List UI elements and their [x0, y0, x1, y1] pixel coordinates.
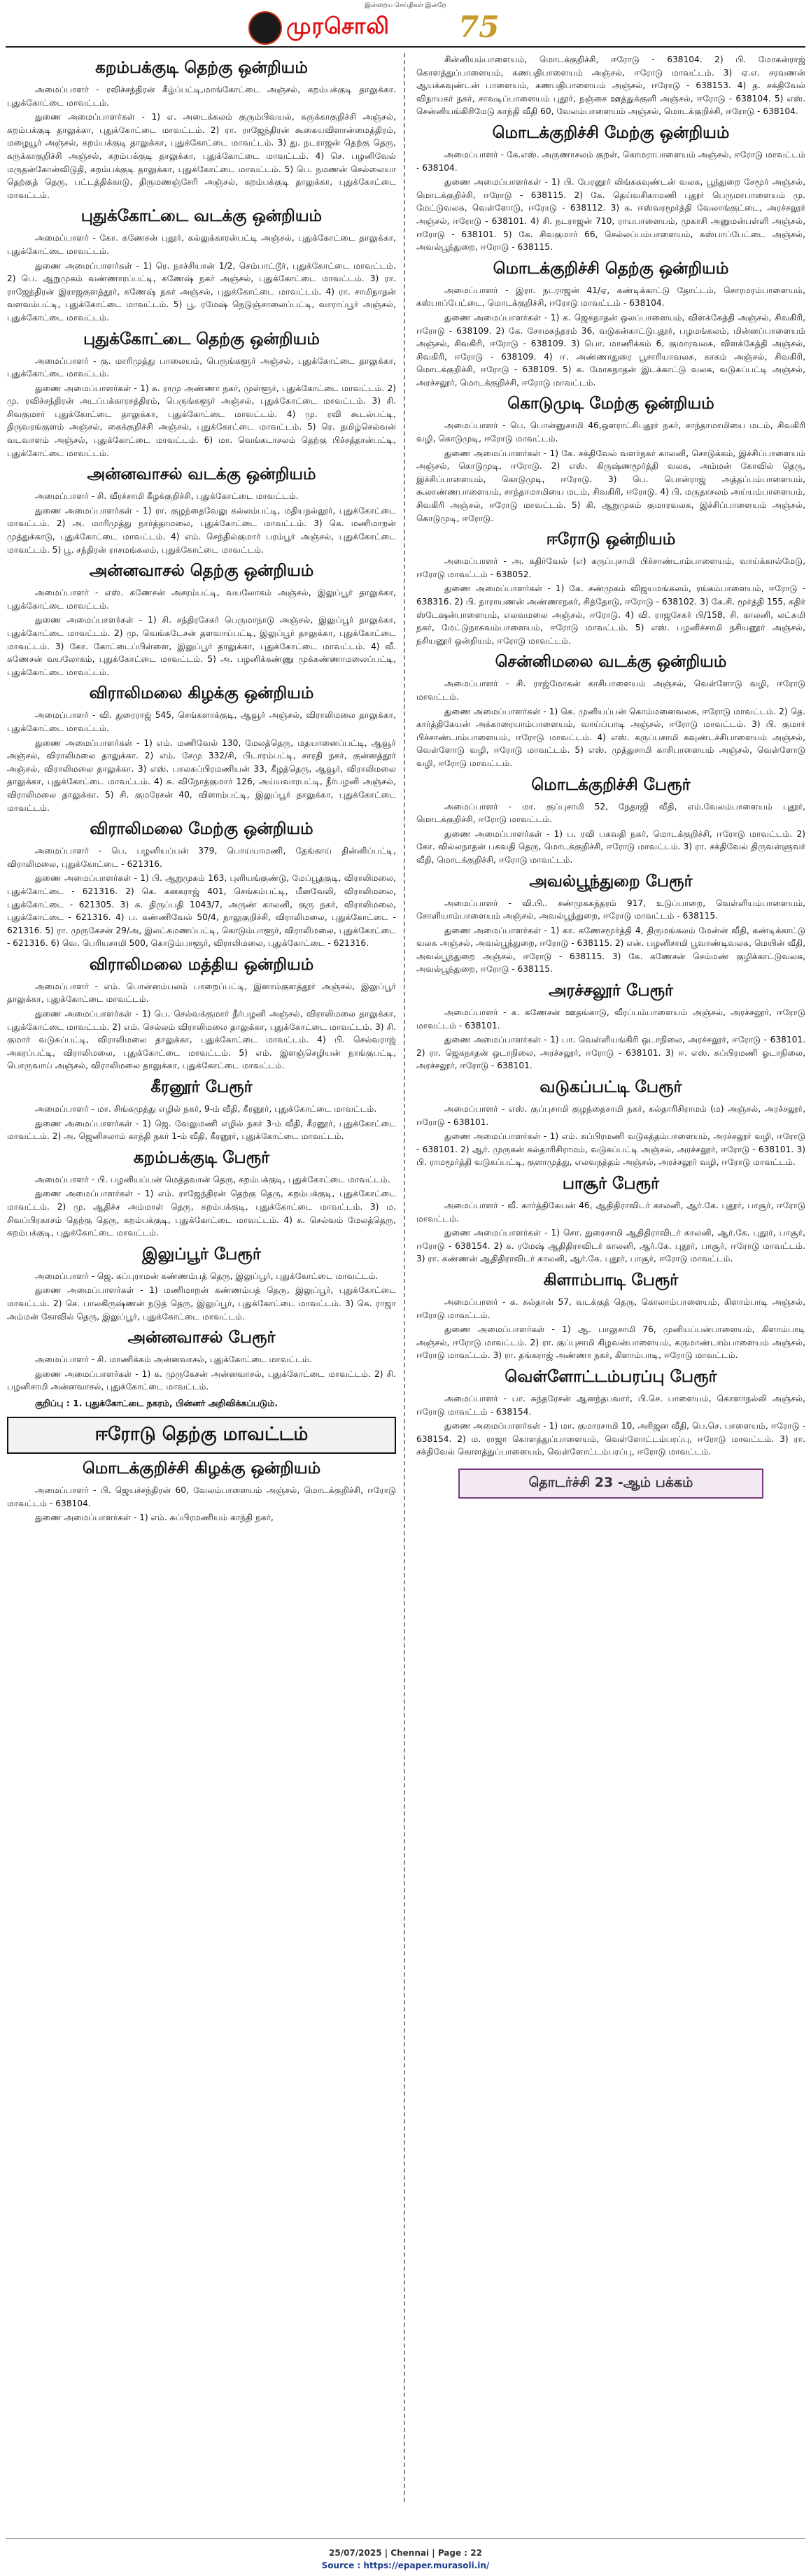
union-section — [416, 53, 805, 118]
section-title: அரச்சலூர் பேரூர் — [548, 982, 674, 1000]
deputy-organizers-entry: துணை அமைப்பாளர்கள் - 1) மணிமாறன் கண்ணம்பத் தெரு, இலுப்பூர், புதுக்கோட்டை மாவட்டம். 2) செ. பாலகிருஷ்ணன் நடுத் தெரு, இலுப்பூர், புதுக்கோட்டை மாவட்டம். 3) கெ. ராஜா அம்மன் கோவில் தெரு, இலுப்பூர், புதுக்கோட்டை மாவட்டம். — [7, 1285, 396, 1322]
deputy-organizers-entry: துணை அமைப்பாளர்கள் - 1) ஆ. பாலுசாமி 76, முனியப்பன்பாளையம், கிளாம்பாடி அஞ்சல், ஈரோடு மாவட்டம். 2) ரா. குப்புசாமி கிழவன்பாளையம், கருமாண்டாம்பாளையம் அஞ்சல், ஈரோடு மாவட்டம். 3) ரா. தங்கராஜ் அண்ணா நகர், கிளாம்பாடி, ஈரோடு மாவட்டம். — [416, 1324, 805, 1361]
deputy-organizers-entry: துணை அமைப்பாளர்கள் - 1) ப. ரவி பகவதி நகர், மொடக்குறிச்சி, ஈரோடு மாவட்டம். 2) கோ. வில்லநாதன் பகவதி தெரு, மொடக்குறிச்சி, ஈரோடு மாவட்டம். 3) ரா. சக்திவேல் திருவள்ளுவர் வீதி, மொடக்குறிச்சி, ஈரோடு மாவட்டம். — [416, 828, 805, 865]
section-title: விராலிமலை மேற்கு ஒன்றியம் — [90, 820, 313, 839]
section-title: மொடக்குறிச்சி பேரூர் — [531, 775, 691, 794]
union-section — [416, 395, 805, 525]
union-section — [7, 1459, 396, 1524]
section-title: ஈரோடு ஒன்றியம் — [546, 530, 676, 549]
union-section — [416, 260, 805, 390]
continued-on-page-box: தொடர்ச்சி 23 -ஆம் பக்கம் — [458, 1469, 763, 1499]
union-section — [7, 562, 396, 679]
union-section — [7, 330, 396, 460]
union-section — [7, 956, 396, 1073]
deputy-organizers-entry: துணை அமைப்பாளர்கள் - 1) ரெ. நாச்சியான் 1/2, செம்பாட்டூர், புதுக்கோட்டை மாவட்டம். 2) பெ. ஆறுமுகம் வண்ணாரப்பட்டி, கணேஷ் நகர் அஞ்சல், புதுக்கோட்டை மாவட்டம். 3) ரா. ராஜேந்திரன் இராஜகுளத்தூர், கணேஷ் நகர் அஞ்சல், புதுக்கோட்டை மாவட்டம். 4) ரா. சாமிநாதன் வளவம்பட்டி, புதுக்கோட்டை மாவட்டம். 5) பூ. ரமேஷ் நெடுஞ்சாலைப்பட்டி, வாராப்பூர் அஞ்சல், புதுக்கோட்டை மாவட்டம். — [7, 260, 396, 323]
union-section — [7, 207, 396, 324]
union-section — [7, 684, 396, 814]
section-title: வடுகப்பட்டி பேரூர் — [540, 1078, 682, 1097]
section-title: மொடக்குறிச்சி தெற்கு ஒன்றியம் — [493, 259, 729, 278]
organizer-entry: அமைப்பாளர் - மா. சிங்கமுத்து எழில் நகர், 9-ம் வீதி, கீரனூர், புதுக்கோட்டை மாவட்டம். — [35, 1104, 377, 1114]
deputy-organizers-entry: துணை அமைப்பாளர்கள் - 1) மா. குமாரசாமி 10, அரிஜன வீதி, பெ.செ. பாளையம், ஈரோடு - 638154. 2) ம. ராஜா கொளத்துப்பாளையம், வெள்ளோட்டம்பரப்பு, ஈரோடு மாவட்டம். 3) ரா. சக்திவேல் கொளத்துப்பாளையம், வெள்ளோட்டம்பரப்பு, ஈரோடு மாவட்டம். — [416, 1421, 805, 1457]
union-section — [7, 59, 396, 201]
organizer-entry: அமைப்பாளர் - ரவிச்சந்திரன் கீழ்ப்பட்டி,மாங்கோட்டை அஞ்சல், கறம்பக்குடி தாலுக்கா. புதுக்கோட்டை மாவட்டம். — [7, 85, 396, 108]
header-rule — [6, 46, 805, 48]
deputy-organizers-entry: துணை அமைப்பாளர்கள் - 1) கெ. முனியப்பன் கொம்மனைவலசு, ஈரோடு மாவட்டம். 2) தெ. கார்த்திகேயன் அக்காரையாம்பாளையம், வாய்ப்பாடி அஞ்சல், ஈரோடு மாவட்டம். 3) பி. குமார் பிச்சாண்டாம்பாளையம், ஈரோடு மாவட்டம். 4) எஸ். கருப்பசாமி கவுண்டச்சிபாளையம் அஞ்சல், வெள்ளோடு வழி, ஈரோடு மாவட்டம். 5) எஸ். முத்துசாமி காசிபாளையம் அஞ்சல், வெள்ளோடு வழி, ஈரோடு மாவட்டம். — [416, 706, 805, 768]
section-title: புதுக்கோட்டை தெற்கு ஒன்றியம் — [83, 330, 320, 348]
section-title: புதுக்கோட்டை வடக்கு ஒன்றியம் — [80, 207, 323, 226]
left-column — [7, 53, 396, 2502]
organizer-entry: சின்னியம்பாளையம், மொடக்குறிச்சி, ஈரோடு - 638104. 2) பி. மோகன்ராஜ் கொளத்துப்பாளையம், கணபதிபாளையம் அஞ்சல், ஈரோடு மாவட்டம். 3) ஏ.எ. சரவணன் ஆயக்கவுண்டன் பாளையம், கணபதிபாளையம் அஞ்சல், ஈரோடு - 638153. 4) த. சக்திவேல் விநாயகர் நகர், சாவடிப்பாளையம் புதூர், நஞ்சை ஊத்துக்குளி அஞ்சல், ஈரோடு - 638104. 5) எஸ். சென்னியங்கிரிமேடு காந்தி வீதி 60, வேலம்பாளையம் அஞ்சல், மொடக்குறிச்சி, ஈரோடு - 638104. — [416, 55, 805, 117]
section-title: கீரனூர் பேரூர் — [150, 1078, 253, 1097]
organizer-entry: அமைப்பாளர் - சி. வீரச்சாமி கீழக்குறிச்சி, புதுக்கோட்டை மாவட்டம். — [35, 491, 299, 502]
section-title: அன்னவாசல் பேரூர் — [127, 1329, 276, 1347]
deputy-organizers-entry: துணை அமைப்பாளர்கள் - 1) கா. கணேசமூர்த்தி 4, திருமங்கலம் மேன்ன் வீதி, கண்டிக்காட்டு வலசு அஞ்சல், அவல்பூந்துறை, ஈரோடு - 638115. 2) என். பழனிசாமி பூவாண்டிவலசு, மெயின் வீதி, அவல்பூந்துறை அஞ்சல், ஈரோடு - 638115. 3) கே. கணேசன் செம்மண் குழிக்காட்டுவலசு, அவல்பூந்துறை, ஈரோடு - 638115. — [416, 925, 805, 975]
section-title: சென்னிமலை வடக்கு ஒன்றியம் — [495, 653, 727, 672]
section-title: அவல்பூந்துறை பேரூர் — [529, 872, 693, 891]
section-title: விராலிமலை கிழக்கு ஒன்றியம் — [89, 684, 314, 703]
organizer-entry: அமைப்பாளர் - எம். பொன்னம்பலம் பாறைப்பட்டி, இனாம்குளத்தூர் அஞ்சல், இலுப்பூர் தாலுக்கா, புதுக்கோட்டை மாவட்டம். — [7, 981, 396, 1005]
union-section — [416, 872, 805, 977]
section-title: இலுப்பூர் பேரூர் — [142, 1245, 261, 1264]
union-section — [7, 1329, 396, 1394]
deputy-organizers-entry: துணை அமைப்பாளர்கள் - 1) பா. வெள்ளியங்கிரி ஒடாநிலை, அரச்சலூர், ஈரோடு - 638101. 2) ரா. ஜெகநாதன் ஒடாநிலை, அரச்சலூர், ஈரோடு - 638101. 3) ஈ. எஸ். சுப்பிரமணி ஓடாநிலை, அரச்சலூர், ஈரோடு - 638101. — [416, 1035, 805, 1071]
organizer-entry: அமைப்பாளர் - எஸ். குப்புசாமி குழந்தைசாமி நகர், கல்தாரிசிராமம் (ம) அஞ்சல், அரச்சலூர், ஈரோடு - 638101. — [416, 1104, 805, 1127]
union-section — [416, 1175, 805, 1266]
organizer-entry: அமைப்பாளர் - கோ. கணேசன் புதூர், கல்லுக்காரன்பட்டி அஞ்சல், புதுக்கோட்டை தாலுக்கா, புதுக்கோட்டை மாவட்டம். — [7, 233, 396, 256]
organizer-entry: அமைப்பாளர் - இரா. நடராஜன் 41/ஏ, கண்டிக்காட்டு தோட்டம், சொரமரம்பாளையம், கஸ்பாப்பேட்டை, மொடக்குறிச்சி, ஈரோடு மாவட்டம் - 638104. — [416, 285, 805, 309]
section-title: மொடக்குறிச்சி கிழக்கு ஒன்றியம் — [82, 1459, 321, 1478]
deputy-organizers-entry: துணை அமைப்பாளர்கள் - 1) எ. அடைக்கலம் குரும்பிவயல், கருக்காகுறிச்சி அஞ்சல், கறம்பக்குடி தாலுக்கா, புதுக்கோட்டை மாவட்டம். 2) ரா. ராஜேந்திரன் கூகையவிளான்மைத்திரம், மழையூர் அஞ்சல், கறம்பக்குடி தாலுக்கா, புதுக்கோட்டை மாவட்டம். 3) து. நடராஜன் தெற்கு தெரு, கருக்காகுறிச்சி அஞ்சல், கறம்பக்குடி தாலுக்கா, புதுக்கோட்டை மாவட்டம். 4) செ. பழனிவேல் மருதன்கோன்விடுதி, கறம்பக்குடி தாலுக்கா, புதுக்கோட்டை மாவட்டம். 5) பெ. நமணன் செல்லையா தெற்குத் தெரு, பட்டத்திக்காடு, திருமணஞ்சேரி அஞ்சல், கறம்பக்குடி தாலுக்கா, புதுக்கோட்டை மாவட்டம். — [7, 112, 396, 200]
column-divider — [404, 53, 405, 2502]
deputy-organizers-entry: துணை அமைப்பாளர்கள் - 1) ரா. குழந்தைவேலு கல்லம்பட்டி, மதியநல்லூர், புதுக்கோட்டை மாவட்டம். 2) அ. மாரிமுத்து நார்த்தாமலை, புதுக்கோட்டை மாவட்டம். 3) கெ. மணிமாறன் முத்துக்காடு, புதுக்கோட்டை மாவட்டம். 4) எம். செந்தில்குமார் பரம்பூர் அஞ்சல், புதுக்கோட்டை மாவட்டம். 5) பூ. சந்திரன் ராசமங்கலம், புதுக்கோட்டை மாவட்டம். — [7, 505, 396, 555]
section-title: கறம்பக்குடி தெற்கு ஒன்றியம் — [95, 59, 308, 77]
organizer-entry: அமைப்பாளர் - கு. மாரிமுத்து பாலையம், பெருங்களூர் அஞ்சல், புதுக்கோட்டை தாலுக்கா, புதுக்கோட்டை மாவட்டம். — [7, 355, 396, 379]
union-section — [416, 653, 805, 770]
union-section — [7, 1245, 396, 1323]
union-section — [416, 530, 805, 647]
organizer-entry: அமைப்பாளர் - வி.பி.. சண்முகசுந்தரம் 917, உடுப்பாறை, வெள்ளியம்பாளையம், சோளியாம்பாளையம் அஞ்சல், அவல்பூந்துறை, ஈரோடு மாவட்டம் - 638115. — [416, 898, 805, 921]
deputy-organizers-entry: துணை அமைப்பாளர்கள் - 1) பெ. செல்வக்குமார் நீர்பழனி அஞ்சல், விராலிமலை தாலுக்கா, புதுக்கோட்டை மாவட்டம். 2) எம். செல்லம் விராலிமலை தாலுக்கா, புதுக்கோட்டை மாவட்டம். 3) சி. குமார் வடுகப்பட்டி, விராலிமலை தாலுக்கா, புதுக்கோட்டை மாவட்டம். 4) பி. செல்வராஜ் அகரப்பட்டி, விராலிமலை, புதுக்கோட்டை மாவட்டம். 5) எம். இளஞ்செழியன் நாங்குபட்டி, பொருவாய் அஞ்சல், விராலிமலை தாலுக்கா, புதுக்கோட்டை மாவட்டம். — [7, 1009, 396, 1071]
organizer-entry: அமைப்பாளர் - மா. குப்புசாமி 52, நேதாஜி வீதி, எம்.வேலம்பாளையம் புதூர், மொடக்குறிச்சி, ஈரோடு மாவட்டம். — [416, 801, 805, 825]
union-section — [416, 776, 805, 867]
newspaper-logo — [248, 11, 563, 43]
section-title: கொடுமுடி மேற்கு ஒன்றியம் — [507, 395, 714, 413]
organizer-entry: அமைப்பாளர் - அ. கதிர்வேல் (எ) கருப்புசாமி பிச்சாண்டாம்பாளையம், வாய்க்கால்மேடு, ஈரோடு மாவட்டம் - 638052. — [416, 556, 805, 579]
organizer-entry: அமைப்பாளர் - பெ. பொன்னுசாமி 46,ஒளராட்சிபுதூர் நகர், சாந்தாமாமியை மடம், சிவகிரி வழி, கொடுமுடி, ஈரோடு மாவட்டம். — [416, 420, 805, 444]
deputy-organizers-entry: துணை அமைப்பாளர்கள் - 1) ஜெ. வேலுமணி எழில் நகர் 3-ம் வீதி, கீரனூர், புதுக்கோட்டை மாவட்டம். 2) அ. ஜெனிசலாம் காந்தி நகர் 1-ம் வீதி, கீரனூர், புதுக்கோட்டை மாவட்டம். — [7, 1118, 396, 1142]
deputy-organizers-entry: துணை அமைப்பாளர்கள் - 1) சி. சந்திரசேகர் பெருமாநாடு அஞ்சல், இலுப்பூர் தாலுக்கா, புதுக்கோட்டை மாவட்டம். 2) மு. வெங்கடேசன் தளவாய்பட்டி, இலுப்பூர் தாலுக்கா, புதுக்கோட்டை மாவட்டம். 3) கோ. கோட்டைப்பிள்ளை, இலுப்பூர் தாலுக்கா, புதுக்கோட்டை மாவட்டம். 4) வீ. கணேசன் வயலோகம், புதுக்கோட்டை மாவட்டம். 5) அ. பழனிக்கண்ணு முக்கண்ணாமலைப்பட்டி, புதுக்கோட்டை மாவட்டம். — [7, 615, 396, 677]
organizer-entry: அமைப்பாளர் - க. கணேசன் ஊதங்காடு, வீரப்பம்பாளையம் அஞ்சல், அரச்சலூர், ஈரோடு மாவட்டம் - 638101. — [416, 1007, 805, 1031]
deputy-organizers-entry: துணை அமைப்பாளர்கள் - 1) பி. பேரனூர் லிங்கசுவுண்டன் வலசு, பூந்துறை சேமூர் அஞ்சல், மொடக்குறிச்சி, ஈரோடு - 638115. 2) கே. தெய்வசிகாமணி புதூர் பெருமாபாளையம் மு. மேட்டுவலசு, வெள்ளோடு, ஈரோடு - 638112. 3) க. ஈஸ்வரமூர்த்தி வேலாங்குட்டை, அரச்சலூர் அஞ்சல், ஈரோடு - 638101. 4) சி. நடராஜன் 710, ராயபாளையம், முகாசி அனுமன்பள்ளி அஞ்சல், ஈரோடு - 638101. 5) கே. சிவகுமார் 66, செல்லப்பம்பாளையம், கஸ்பாப்பேட்டை அஞ்சல், அவல்பூந்துறை, ஈரோடு - 638115. — [416, 177, 805, 253]
union-section — [7, 1078, 396, 1143]
deputy-organizers-entry: துணை அமைப்பாளர்கள் - 1) எம். சுப்பிரமணி வடுகத்தம்பாளையம், அரச்சலூர் வழி, ஈரோடு - 638101. 2) ஆர். முருகன் கல்தாரிசிராமம், வடுகப்பட்டி அஞ்சல், அரச்சலூர், ஈரோடு - 638101. 3) பி. ராமமூர்த்தி வடுகப்பட்டி, குளாமுத்து, எலவநத்தம் அஞ்சல், அரச்சலூர் வழி, ஈரோடு மாவட்டம். — [416, 1131, 805, 1168]
deputy-organizers-entry: துணை அமைப்பாளர்கள் - 1) க. முருகேசன் அன்னவாசல், புதுக்கோட்டை மாவட்டம். 2) சி. பழனிசாமி அன்னவாசல், புதுக்கோட்டை மாவட்டம். — [7, 1368, 396, 1392]
union-section — [7, 1149, 396, 1240]
deputy-organizers-entry: துணை அமைப்பாளர்கள் - 1) சொ. துரைசாமி ஆதிதிராவிடர் காலனி, ஆர்.கே. புதூர், பாசூர், ஈரோடு - 638154. 2) க. ரமேஷ் ஆதிதிராவிடர் காலனி, ஆர்.கே. புதூர், பாசூர், ஈரோடு மாவட்டம். 3) ரா. கண்ணன் ஆதிதிராவிடர் காலனி, ஆர்.கே. புதூர், பாசூர், ஈரோடு மாவட்டம். — [416, 1228, 805, 1264]
organizer-entry: அமைப்பாளர் - க. சுல்தான் 57, வடக்குத் தெரு, கொலாம்பாளையம், கிளாம்பாடி அஞ்சல், ஈரோடு மாவட்டம். — [416, 1296, 805, 1320]
footer-date-page: 25/07/2025 | Chennai | Page : 22 — [329, 2548, 482, 2558]
deputy-organizers-entry: துணை அமைப்பாளர்கள் - 1) எம். ராஜேந்திரன் தெற்கு தெரு, கறம்பக்குடி, புதுக்கோட்டை மாவட்டம். 2) மு. ஆதிச்ச அம்மாள் தெரு, கறம்பக்குடி, புதுக்கோட்டை மாவட்டம். 3) ம. சிவப்பிரகாசம் தெற்கு தெரு, கறம்பக்குடி, புதுக்கோட்டை மாவட்டம். 4) சு. செல்வம் மேலத்தெரு, கறம்பக்குடி, புதுக்கோட்டை மாவட்டம். — [7, 1189, 396, 1238]
union-section — [416, 982, 805, 1073]
section-title: வெள்ளோட்டம்பரப்பு பேரூர் — [505, 1367, 717, 1386]
union-section — [416, 1078, 805, 1169]
organizer-entry: அமைப்பாளர் - வி. துரைராஜ் 545, செங்களாக்குடி, ஆவூர் அஞ்சல், விராலிமலை தாலுக்கா, புதுக்கோட்டை மாவட்டம். — [7, 710, 396, 733]
deputy-organizers-entry: துணை அமைப்பாளர்கள் - 1) எம். சுப்பிரமணியம் காந்தி நகர், — [35, 1513, 274, 1523]
deputy-organizers-entry: துணை அமைப்பாளர்கள் - 1) கே. சண்முகம் விஜயமங்கலம், ரங்கம்பாளையம், ஈரோடு - 638316. 2) பி. நாராயணன் அண்ணாநகர், சித்தோடு, ஈரோடு - 638102. 3) கே.சி. மூர்த்தி 155, கதிர் ஸ்டேஷன்பாளையம், எலவமலை அஞ்சல், ஈரோடு. 4) வி. ராஜசேகர் பி/158, சி. காலனி, லட்சுமி நகர், மேட்டுநாசுவம்பாளையம், ஈரோடு மாவட்டம். 5) எஸ். பழனிச்சாமி நசியனூர் அஞ்சல், நசியனூர் ஒன்றியம், ஈரோடு மாவட்டம். — [416, 583, 805, 646]
district-banner: ஈரோடு தெற்கு மாவட்டம் — [7, 1417, 396, 1454]
section-title: அன்னவாசல் தெற்கு ஒன்றியம் — [89, 562, 314, 581]
union-section — [416, 1368, 805, 1459]
deputy-organizers-entry: துணை அமைப்பாளர்கள் - 1) க. ஜெகநாதன் ஒலப்பாளையம், விளக்கேத்தி அஞ்சல், சிவகிரி, ஈரோடு - 638109. 2) கே. சோமசுந்தரம் 36, வடுகன்காட்டுபுதூர், பழமங்கலம், மின்னப்பாளையம் அஞ்சல், சிவகிரி, ஈரோடு - 638109. 3) பொ. மாணிக்கம் 6, குமாரவலசு, விளக்கேத்தி அஞ்சல், சிவகிரி, ஈரோடு - 638109. 4) ஈ. அண்ணாதுரை பூசாரியாவலசு, காகம் அஞ்சல், சிவகிரி, மொடக்குறிச்சி, ஈரோடு - 638109. 5) க. மோகநாதன் இடக்காட்டு வலசு, வடுகப்பட்டி அஞ்சல், அரச்சலூர், மொடக்குறிச்சி, ஈரோடு மாவட்டம். — [416, 312, 805, 388]
section-title: விராலிமலை மத்திய ஒன்றியம் — [89, 955, 314, 974]
right-column — [416, 53, 805, 2502]
section-title: கறம்பக்குடி பேரூர் — [133, 1148, 270, 1167]
union-section — [416, 124, 805, 254]
union-section — [416, 1271, 805, 1362]
footnote: குறிப்பு : 1. புதுக்கோட்டை நகரம், பின்னர் அறிவிக்கப்படும். — [35, 1397, 278, 1408]
masthead-tagline: இன்றைய செய்திகள் இன்றே — [365, 2, 446, 9]
page-footer — [0, 2547, 811, 2572]
footer-rule — [6, 2538, 805, 2539]
organizer-entry: அமைப்பாளர் - பி. பழனியப்பன் மெத்தவான் தெரு, கறம்பக்குடி, புதுக்கோட்டை மாவட்டம். — [35, 1174, 390, 1184]
party-emblem-icon — [248, 11, 282, 45]
union-section — [7, 820, 396, 950]
deputy-organizers-entry: துணை அமைப்பாளர்கள் - 1) கே. சக்திவேல் வளர்நகர் காலனி, சொடுக்கம், இச்சிப்பாளையம் அஞ்சல், கொடுமுடி, ஈரோடு. 2) எஸ். கிருஷ்ணமூர்த்தி வலசு, அம்மன் கோவில் தெரு, இச்சிப்பாளையம், கொடுமுடி, ஈரோடு. 3) பெ. பொன்ராஜ் அத்தப்பம்பாளையம், கூலாண்ணபாளையம், சாந்தாமாமியை மடம், சிவகிரி, ஈரோடு. 4) பி. மருதாசலம் அய்யம்பாளையம், சிவகிரி அஞ்சல், ஈரோடு மாவட்டம். 5) கி. ஆறுமுகம் குமாரவலசு, இச்சிப்பாளையம் அஞ்சல், கொடுமுடி, ஈரோடு. — [416, 448, 805, 523]
anniversary-badge: 75 — [458, 10, 500, 44]
organizer-entry: அமைப்பாளர் - கே.எஸ். அருணாசலம் குறள், கொமராபாளையம் அஞ்சல், ஈரோடு மாவட்டம் - 638104. — [416, 149, 805, 173]
section-title: மொடக்குறிச்சி மேற்கு ஒன்றியம் — [492, 123, 730, 142]
organizer-entry: அமைப்பாளர் - பா. சுந்தரேசன் ஆனந்தபவார், பி.செ. பாளையம், கொளாநல்லி அஞ்சல், ஈரோடு மாவட்டம் - 638154. — [416, 1393, 805, 1417]
organizer-entry: அமைப்பாளர் - பி. ஜெயச்சந்திரன் 60, வேலம்பாளையம் அஞ்சல், மொடக்குறிச்சி, ஈரோடு மாவட்டம் - 638104. — [7, 1485, 396, 1508]
section-title: அன்னவாசல் வடக்கு ஒன்றியம் — [87, 465, 316, 484]
organizer-entry: அமைப்பாளர் - ஜெ. சுப்புராமன் கண்ணம்பத் தெரு, இலுப்பூர், புதுக்கோட்டை மாவட்டம். — [35, 1271, 379, 1281]
section-title: பாசூர் பேரூர் — [562, 1175, 660, 1193]
deputy-organizers-entry: துணை அமைப்பாளர்கள் - 1) பி. ஆறுமுகம் 163, புளியங்குண்டு, மேப்பூதகுடி, விராலிமலை, புதுக்கோட்டை - 621316. 2) கெ. கனகராஜ் 401, செங்கம்பட்டி, மீனவேலி, விராலிமலை, புதுக்கோட்டை - 621305. 3) சு. திருப்பதி 1043/7, அருண் காலனி, குரு நகர், விராலிமலை, புதுக்கோட்டை - 621316. 4) ப. கண்ணிவேல் 50/4, நாலுகுறிச்சி, விராலிமலை, புதுக்கோட்டை - 621316. 5) ரா. முருகேசன் 29/அ, இலட்சுமணப்பட்டி, கொடும்பாளூர், விராலிமலை, புதுக்கோட்டை - 621316. 6) வெ. பெரியசாமி 500, கொடும்பாளூர், விராலிமலை, புதுக்கோட்டை - 621316. — [7, 873, 396, 949]
deputy-organizers-entry: துணை அமைப்பாளர்கள் - 1) சு. ராமு அண்ணா நகர், முள்ளூர், புதுக்கோட்டை மாவட்டம். 2) மு. ரவிச்சந்திரன் அடப்பக்காரசத்திரம், பெருங்களூர் அஞ்சல், புதுக்கோட்டை மாவட்டம். 3) சி. சிவகுமார் புதுக்கோட்டை தாலுக்கா, புதுக்கோட்டை மாவட்டம். 4) மு. ரவி கூடல்பட்டி, திருவரங்குளம் அஞ்சல், கைக்குறிச்சி அஞ்சல், புதுக்கோட்டை மாவட்டம். 5) ரெ. தமிழ்செல்வன் வடவாளம் அஞ்சல், புதுக்கோட்டை மாவட்டம். 6) மா. வெங்கடாசலம் தெற்கு பிச்சத்தான்பட்டி, புதுக்கோட்டை மாவட்டம். — [7, 383, 396, 458]
footer-source-link[interactable]: Source : https://epaper.murasoli.in/ — [321, 2561, 490, 2570]
organizer-entry: அமைப்பாளர் - எஸ். கணேசன் அசரம்பட்டி, வயலோகம் அஞ்சல், இலுப்பூர் தாலுக்கா, புதுக்கோட்டை மாவட்டம். — [7, 588, 396, 611]
organizer-entry: அமைப்பாளர் - சி. மாணிக்கம் அன்னவாசல், புதுக்கோட்டை மாவட்டம். — [35, 1354, 312, 1365]
organizer-entry: அமைப்பாளர் - பெ. பழனியப்பன் 379, பொய்யாமணி, தேங்காய் தின்னிப்பட்டி, விராலிமலை, புதுக்கோட்டை - 621316. — [7, 846, 396, 869]
logo-text: முரசொலி — [286, 13, 390, 39]
section-title: கிளாம்பாடி பேரூர் — [543, 1271, 679, 1289]
organizer-entry: அமைப்பாளர் - வீ. கார்த்திகேயன் 46, ஆதிதிராவிடர் காலனி, ஆர்.கே. புதூர், பாசூர், ஈரோடு மாவட்டம். — [416, 1201, 805, 1224]
organizer-entry: அமைப்பாளர் - சி. ராஜ்மோகன் காசிபாளையம் அஞ்சல், வெள்ளோடு வழி, ஈரோடு மாவட்டம். — [416, 679, 805, 702]
deputy-organizers-entry: துணை அமைப்பாளர்கள் - 1) எம். மணிவேல் 130, மேலத்தெரு, மதயானைப்பட்டி, ஆவூர் அஞ்சல், விராலிமலை தாலுக்கா. 2) எம். சேமு 332/சி, பிடாரம்பட்டி, சாரதி நகர், குன்னத்தூர் அஞ்சல், விராலிமலை தாலுக்கா. 3) எஸ். பாலசுப்பிரமணியன் 33, கீழத்தெரு, ஆவூர், விராலிமலை தாலுக்கா, புதுக்கோட்டை மாவட்டம். 4) சு. விநோத்குமார் 126, அய்யவாரபட்டி, நீர்பழனி அஞ்சல், விராலிமலை தாலுக்கா. 5) சி. குமரேசன் 40, விளாம்பட்டி, இலுப்பூர் தாலுக்கா, புதுக்கோட்டை மாவட்டம். — [7, 737, 396, 813]
masthead — [0, 0, 811, 45]
union-section — [7, 465, 396, 556]
